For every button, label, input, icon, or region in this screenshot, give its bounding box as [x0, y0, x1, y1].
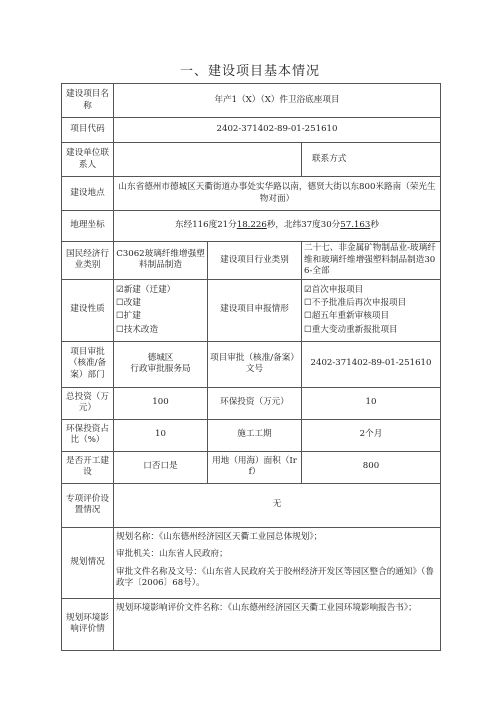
- label-project-name: 建设项目名称: [62, 84, 114, 118]
- planning-document: 审批文件名称及文号：《山东省人民政府关于胶州经济开发区等园区整合的通知》（鲁政字〔2006〕68号）。: [116, 566, 434, 589]
- label-contact-person: 建设单位联系人: [62, 143, 114, 177]
- row-location: [62, 177, 441, 211]
- option-new-build: ☑新建（迁建）: [116, 284, 176, 295]
- label-construction-nature: 建设性质: [62, 279, 114, 341]
- row-investment: [62, 387, 441, 419]
- label-project-industry-category: 建设项目行业类别: [208, 242, 302, 280]
- label-approval-department: 项目审批（核准/备案）部门: [62, 341, 114, 387]
- latitude-seconds: 57.163: [340, 220, 371, 231]
- option-reaudit-over-five-years: ☐超五年重新审核项目: [304, 311, 390, 322]
- value-approval-number: 2402-371402-89-01-251610: [302, 341, 441, 387]
- option-first-declaration: ☑首次申报项目: [304, 284, 364, 295]
- label-special-evaluation: 专项评价设置情况: [62, 483, 114, 527]
- row-planning-env-assessment: [62, 598, 441, 650]
- label-total-investment: 总投资（万元）: [62, 387, 114, 419]
- value-land-area: 800: [302, 451, 441, 483]
- label-construction-period: 施工工期: [208, 419, 302, 451]
- label-env-investment-ratio: 环保投资占比（%）: [62, 419, 114, 451]
- value-contact-person: [114, 143, 302, 177]
- value-total-investment: 100: [114, 387, 208, 419]
- value-construction-period: 2个月: [302, 419, 441, 451]
- coord-prefix: 东经116度21分: [175, 220, 237, 231]
- value-env-investment-ratio: 10: [114, 419, 208, 451]
- value-planning-env-assessment: 规划环境影响评价文件名称：《山东德州经济园区天衢工业园环境影响报告书》；: [114, 598, 441, 650]
- value-approval-department: [114, 341, 208, 387]
- option-tech-upgrade: ☐技术改造: [116, 324, 159, 335]
- label-project-code: 项目代码: [62, 118, 114, 143]
- row-started: [62, 451, 441, 483]
- value-special-evaluation: 无: [114, 483, 441, 527]
- page-title: 一、建设项目基本情况: [179, 64, 320, 79]
- value-env-investment: 10: [302, 387, 441, 419]
- label-industry-category: 国民经济行业类别: [62, 242, 114, 280]
- planning-authority: 审批机关：山东省人民政府；: [116, 549, 228, 560]
- coord-mid: 秒，北纬37度30分: [266, 220, 341, 231]
- value-industry-category: C3062玻璃纤维增强塑料制品制造: [114, 242, 208, 280]
- longitude-seconds: 18.226: [236, 220, 267, 231]
- label-declaration-situation: 建设项目申报情形: [208, 279, 302, 341]
- row-env-ratio: [62, 419, 441, 451]
- row-nature: [62, 279, 441, 341]
- coord-suffix: 秒: [370, 220, 379, 231]
- row-approval: [62, 341, 441, 387]
- option-redeclare-after-rejection: ☐不予批准后再次申报项目: [304, 297, 407, 308]
- label-planning-env-assessment: 规划环境影响评价情: [62, 598, 114, 650]
- row-special-evaluation: [62, 483, 441, 527]
- label-construction-started: 是否开工建设: [62, 451, 114, 483]
- value-project-name: 年产1（X）（X）件卫浴底座项目: [114, 84, 441, 118]
- label-land-area: 用地（用海）面积（Irf）: [208, 451, 302, 483]
- value-construction-started: 口否口是: [114, 451, 208, 483]
- label-contact-method: 联系方式: [302, 143, 441, 177]
- value-location: 山东省德州市德城区天衢街道办事处实华路以南，德贤大街以东800米路南（荣光生物对面）: [114, 177, 441, 211]
- label-coordinates: 地理坐标: [62, 211, 114, 242]
- row-contact: [62, 143, 441, 177]
- label-approval-number: 项目审批（核准/备案）文号: [208, 341, 302, 387]
- row-planning: [62, 527, 441, 598]
- options-construction-nature: [114, 279, 208, 341]
- label-planning: 规划情况: [62, 527, 114, 598]
- label-env-investment: 环保投资（万元）: [208, 387, 302, 419]
- value-project-code: 2402-371402-89-01-251610: [114, 118, 441, 143]
- row-project-name: [62, 84, 441, 118]
- value-planning: [114, 527, 441, 598]
- value-coordinates: [114, 211, 441, 242]
- options-declaration-situation: [302, 279, 441, 341]
- label-location: 建设地点: [62, 177, 114, 211]
- project-basic-info-table: [61, 83, 441, 651]
- approval-department-line1: 德城区: [147, 352, 174, 363]
- approval-department-line2: 行政审批服务局: [130, 364, 191, 375]
- option-major-change-reapproval: ☐重大变动重新报批项目: [304, 324, 398, 335]
- row-project-code: [62, 118, 441, 143]
- value-project-industry-category: 二十七、非金属矿物制品业-玻璃纤维和玻璃纤维增强塑料制品制造306-全部: [302, 242, 441, 280]
- option-expand: ☐扩建: [116, 311, 141, 322]
- row-coordinates: [62, 211, 441, 242]
- row-industry: [62, 242, 441, 280]
- option-rebuild: ☐改建: [116, 297, 141, 308]
- planning-name: 规划名称：《山东德州经济园区天衢工业园总体规划》；: [116, 531, 323, 542]
